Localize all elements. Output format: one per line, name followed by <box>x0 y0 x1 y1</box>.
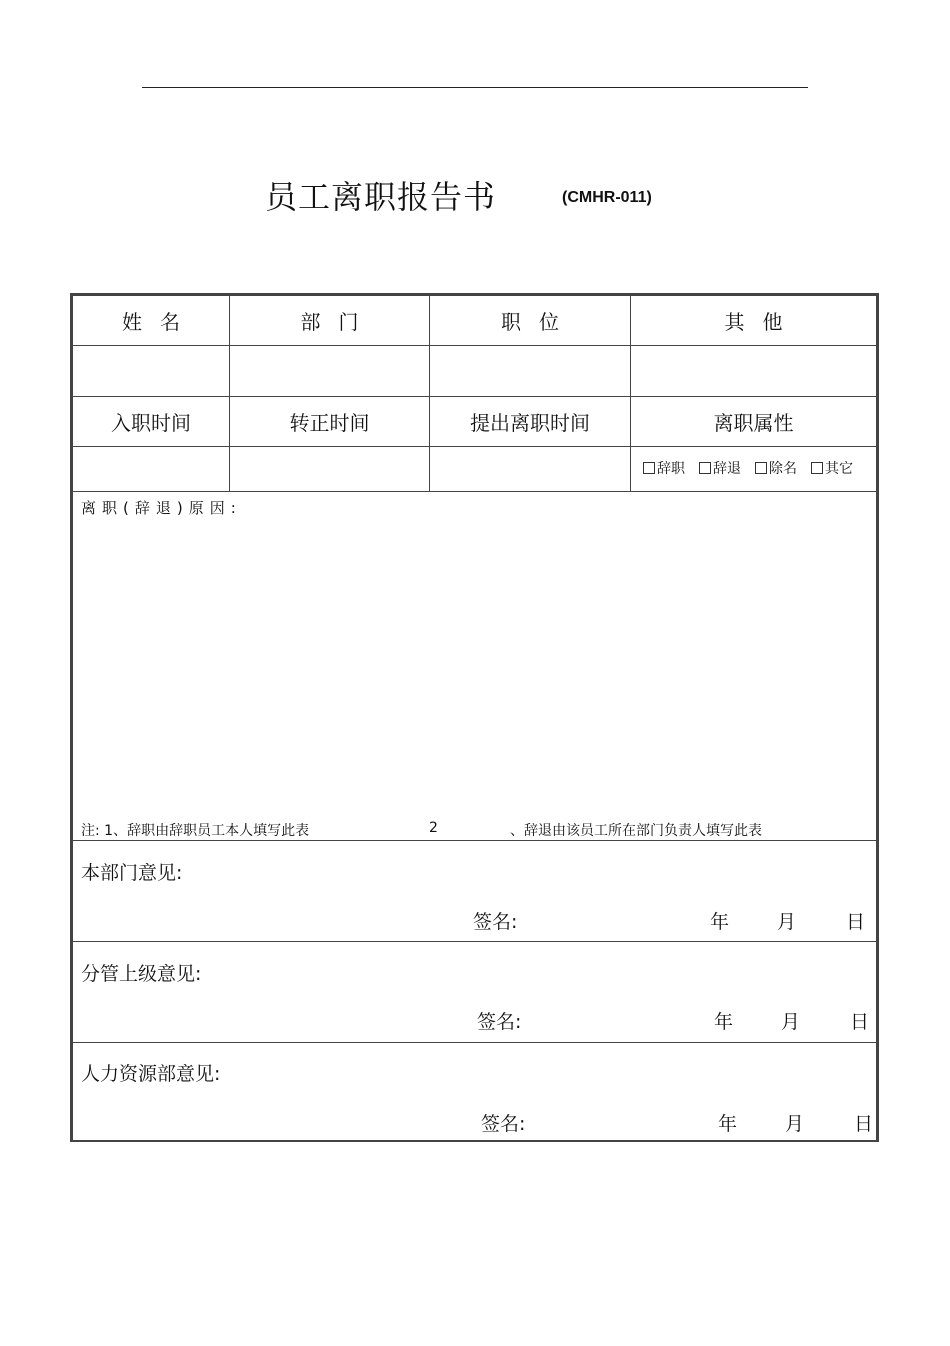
name-field[interactable] <box>73 346 229 396</box>
note-number: 2 <box>429 820 438 836</box>
supervisor-opinion-label: 分管上级意见: <box>81 963 202 985</box>
year-label: 年 <box>710 911 730 933</box>
row-divider <box>73 840 876 841</box>
form-code: (CMHR-011) <box>562 189 652 206</box>
confirmation-date-field[interactable] <box>230 447 429 491</box>
header-other: 其他 <box>724 310 801 334</box>
option-resign[interactable]: 辞职 <box>643 458 685 478</box>
option-dismiss[interactable]: 辞退 <box>699 458 741 478</box>
header-department: 部门 <box>300 310 377 334</box>
checkbox-icon[interactable] <box>643 462 655 474</box>
top-rule <box>142 87 808 88</box>
other-field[interactable] <box>631 346 876 396</box>
leave-type-options <box>643 458 853 478</box>
resignation-date-field[interactable] <box>430 447 630 491</box>
checkbox-icon[interactable] <box>699 462 711 474</box>
day-label: 日 <box>846 911 866 933</box>
header-hire-date: 入职时间 <box>111 411 191 435</box>
year-label: 年 <box>718 1113 738 1135</box>
hire-date-field[interactable] <box>73 447 229 491</box>
checkbox-icon[interactable] <box>755 462 767 474</box>
row-divider <box>73 1042 876 1043</box>
header-position: 职位 <box>501 310 577 334</box>
header-resignation-date: 提出离职时间 <box>470 411 590 435</box>
checkbox-icon[interactable] <box>811 462 823 474</box>
header-confirmation-date: 转正时间 <box>289 411 370 435</box>
month-label: 月 <box>781 1011 801 1033</box>
resignation-form <box>70 293 879 1142</box>
department-field[interactable] <box>230 346 429 396</box>
hr-opinion-label: 人力资源部意见: <box>81 1063 221 1085</box>
header-name: 姓名 <box>122 310 198 334</box>
row-divider <box>73 491 876 492</box>
reason-label: 离职(辞退)原因: <box>81 499 242 517</box>
note-part2: 、辞退由该员工所在部门负责人填写此表 <box>510 823 762 839</box>
day-label: 日 <box>850 1011 870 1033</box>
option-expel[interactable]: 除名 <box>755 458 797 478</box>
month-label: 月 <box>785 1113 805 1135</box>
day-label: 日 <box>854 1113 874 1135</box>
year-label: 年 <box>714 1011 734 1033</box>
option-other[interactable]: 其它 <box>811 458 853 478</box>
header-leave-type: 离职属性 <box>713 411 794 435</box>
department-opinion-label: 本部门意见: <box>81 862 183 884</box>
position-field[interactable] <box>430 346 630 396</box>
note-part1: 注: 1、辞职由辞职员工本人填写此表 <box>81 823 310 839</box>
form-title: 员工离职报告书 <box>265 178 497 216</box>
signature-label: 签名: <box>481 1113 526 1135</box>
signature-label: 签名: <box>473 911 518 933</box>
signature-label: 签名: <box>477 1011 522 1033</box>
row-divider <box>73 941 876 942</box>
month-label: 月 <box>777 911 797 933</box>
